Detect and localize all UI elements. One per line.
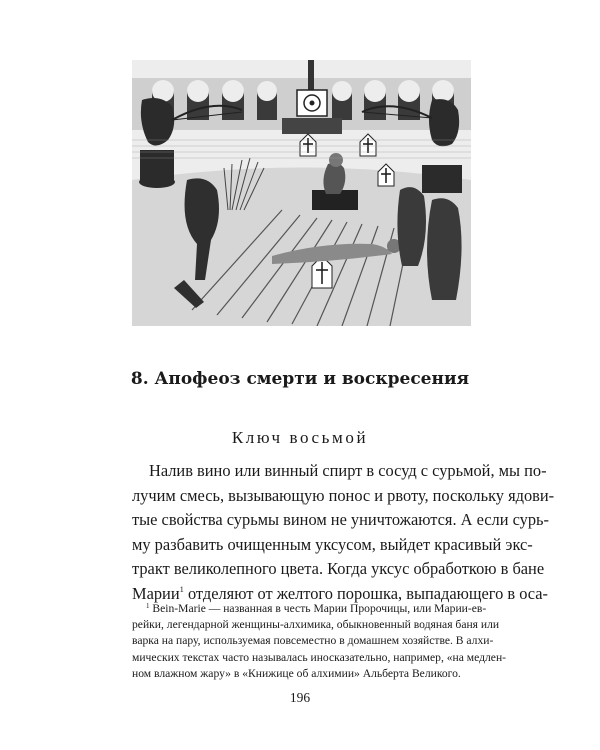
footnote-line: мических текстах часто называлась иносказательно, например, «на медлен-	[132, 650, 507, 664]
body-line: лучим смесь, вызывающую понос и рвоту, поскольку ядови-	[132, 485, 555, 505]
body-line-part: Марии	[132, 583, 180, 603]
footnote-line	[132, 601, 487, 617]
body-paragraph	[132, 459, 555, 607]
body-line-part: отделяют от желтого порошка, выпадающего в оса-	[183, 583, 549, 603]
page-number: 196	[289, 690, 311, 705]
footnote-line: рейки, легендарной женщины-алхимика, обыкновенный водяная баня или	[132, 618, 500, 632]
body-line: тые свойства сурьмы вином не уничтожаются. А если сурь-	[132, 510, 549, 530]
footnote	[132, 601, 507, 682]
footnote-line: варка на пару, используемая повсеместно в домашнем хозяйстве. В алхи-	[132, 634, 494, 648]
alchemical-engraving	[132, 60, 471, 326]
body-line: му разбавить очищенным уксусом, выйдет красивый экс-	[132, 534, 533, 554]
chapter-title: 8. Апофеоз смерти и воскресения	[130, 369, 470, 389]
section-subtitle: Ключ восьмой	[231, 428, 369, 447]
footnote-reference[interactable]: 1	[179, 583, 184, 594]
footnote-marker: 1	[146, 602, 150, 610]
footnote-line: ном влажном жару» в «Книжице об алхимии» Альберта Великого.	[132, 666, 461, 680]
body-line: Налив вино или винный спирт в сосуд с сурьмой, мы по-	[149, 461, 547, 480]
body-line: тракт великолепного цвета. Когда уксус обработкою в бане	[132, 559, 545, 579]
footnote-text: Bein-Marie — названная в честь Марии Пророчицы, или Марии-ев-	[149, 602, 487, 615]
alchemical-engraving-icon	[132, 60, 471, 326]
